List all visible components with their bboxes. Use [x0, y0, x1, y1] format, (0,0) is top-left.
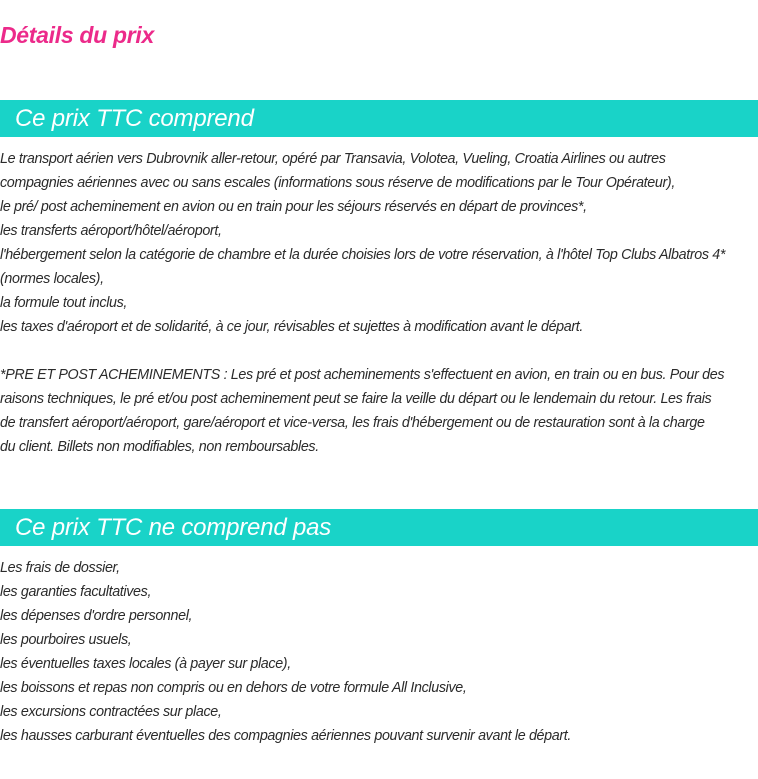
- transfer-note-line: du client. Billets non modifiables, non remboursables.: [0, 439, 319, 455]
- excludes-text-block: [0, 556, 758, 748]
- excludes-line: les éventuelles taxes locales (à payer sur place),: [0, 656, 291, 672]
- includes-line: la formule tout inclus,: [0, 295, 128, 311]
- transfer-note-line: raisons techniques, le pré et/ou post acheminement peut se faire la veille du départ ou le lendemain du retour. Les frais: [0, 391, 712, 407]
- excludes-line: Les frais de dossier,: [0, 560, 120, 576]
- includes-line: les taxes d'aéroport et de solidarité, à ce jour, révisables et sujettes à modification avant le départ.: [0, 319, 584, 335]
- includes-line: (normes locales),: [0, 271, 104, 287]
- transfer-note-line: de transfert aéroport/aéroport, gare/aéroport et vice-versa, les frais d'hébergement ou de restauration sont à la charge: [0, 415, 705, 431]
- excludes-line: les pourboires usuels,: [0, 632, 132, 648]
- excludes-section-header: [0, 509, 758, 546]
- excludes-line: les hausses carburant éventuelles des compagnies aériennes pouvant survenir avant le départ.: [0, 728, 572, 744]
- includes-line: Le transport aérien vers Dubrovnik aller-retour, opéré par Transavia, Volotea, Vueling, Croatia Airlines ou autres: [0, 151, 666, 167]
- includes-heading: Ce prix TTC comprend: [15, 105, 254, 132]
- includes-line: les transferts aéroport/hôtel/aéroport,: [0, 223, 222, 239]
- blank-line: [0, 339, 758, 363]
- page-title: Détails du prix: [0, 22, 154, 48]
- transfer-note-line: *PRE ET POST ACHEMINEMENTS : Les pré et post acheminements s'effectuent en avion, en train ou en bus. Pour des: [0, 367, 725, 383]
- excludes-line: les dépenses d'ordre personnel,: [0, 608, 193, 624]
- includes-line: l'hébergement selon la catégorie de chambre et la durée choisies lors de votre réservation, à l'hôtel Top Clubs Albatros 4*: [0, 247, 726, 263]
- includes-text-block: [0, 147, 758, 459]
- excludes-line: les boissons et repas non compris ou en dehors de votre formule All Inclusive,: [0, 680, 467, 696]
- includes-line: le pré/ post acheminement en avion ou en train pour les séjours réservés en départ de provinces*,: [0, 199, 587, 215]
- excludes-line: les excursions contractées sur place,: [0, 704, 222, 720]
- includes-line: compagnies aériennes avec ou sans escales (informations sous réserve de modifications par le Tour Opérateur),: [0, 175, 675, 191]
- includes-section-header: [0, 100, 758, 137]
- excludes-line: les garanties facultatives,: [0, 584, 152, 600]
- excludes-heading: Ce prix TTC ne comprend pas: [15, 514, 332, 541]
